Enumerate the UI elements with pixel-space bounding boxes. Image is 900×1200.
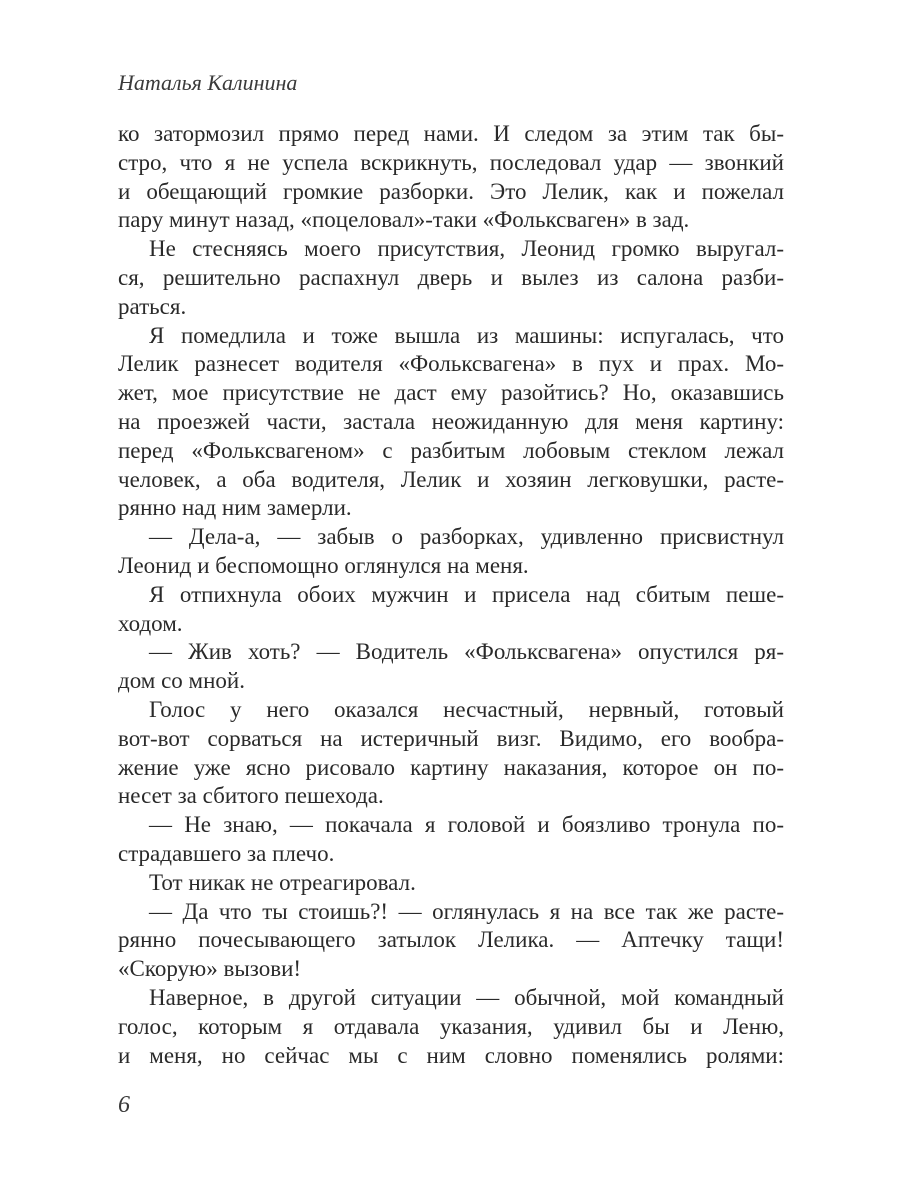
text-line: перед «Фольксвагеном» с разбитым лобовым стеклом лежал xyxy=(118,437,784,463)
body-text xyxy=(118,120,784,1070)
text-line: ко затормозил прямо перед нами. И следом за этим так бы- xyxy=(118,121,784,146)
text-line: «Скорую» вызови! xyxy=(118,956,302,982)
text-line: жение уже ясно рисовало картину наказания, которое он по- xyxy=(118,754,784,780)
text-line: Я помедлила и тоже вышла из машины: испугалась, что xyxy=(149,322,784,348)
text-line: жет, мое присутствие не даст ему разойтись? Но, оказавшись xyxy=(118,380,784,406)
text-line: Тот никак не отреагировал. xyxy=(149,869,416,895)
text-line: пару минут назад, «поцеловал»-таки «Фольксваген» в зад. xyxy=(118,207,690,233)
page-number: 6 xyxy=(118,1092,130,1118)
text-line: вот-вот сорваться на истеричный визг. Видимо, его вообра- xyxy=(118,725,784,751)
text-line: голос, которым я отдавала указания, удивил бы и Леню, xyxy=(118,1013,784,1039)
running-head-author: Наталья Калинина xyxy=(118,70,298,95)
text-line: ся, решительно распахнул дверь и вылез из салона разби- xyxy=(118,264,784,290)
text-line: — Жив хоть? — Водитель «Фольксвагена» опустился ря- xyxy=(149,639,784,665)
text-line: и меня, но сейчас мы с ним словно поменялись ролями: xyxy=(118,1042,784,1068)
text-line: ходом. xyxy=(118,610,183,636)
text-line: на проезжей части, застала неожиданную для меня картину: xyxy=(118,408,784,434)
text-line: рянно над ним замерли. xyxy=(118,495,352,521)
text-line: — Не знаю, — покачала я головой и боязливо тронула по- xyxy=(149,812,784,838)
text-line: дом со мной. xyxy=(118,668,245,694)
text-line: раться. xyxy=(118,293,187,319)
text-line: человек, а оба водителя, Лелик и хозяин легковушки, расте- xyxy=(118,466,784,492)
text-line: — Да что ты стоишь?! — оглянулась я на все так же расте- xyxy=(149,898,784,924)
text-line: Леонид и беспомощно оглянулся на меня. xyxy=(118,552,529,578)
text-line: Голос у него оказался несчастный, нервный, готовый xyxy=(149,696,784,722)
text-line: стро, что я не успела вскрикнуть, последовал удар — звонкий xyxy=(118,149,784,175)
text-line: страдавшего за плечо. xyxy=(118,840,335,866)
text-line: — Дела-а, — забыв о разборках, удивленно присвистнул xyxy=(149,524,784,550)
text-line: Я отпихнула обоих мужчин и присела над сбитым пеше- xyxy=(149,581,784,607)
text-line: и обещающий громкие разборки. Это Лелик, как и пожелал xyxy=(118,178,784,204)
text-line: Лелик разнесет водителя «Фольксвагена» в пух и прах. Мо- xyxy=(118,351,784,377)
text-line: Наверное, в другой ситуации — обычной, мой командный xyxy=(149,984,784,1010)
text-line: несет за сбитого пешехода. xyxy=(118,783,384,809)
text-line: Не стесняясь моего присутствия, Леонид громко выругал- xyxy=(149,236,784,262)
text-line: рянно почесывающего затылок Лелика. — Аптечку тащи! xyxy=(118,927,784,953)
